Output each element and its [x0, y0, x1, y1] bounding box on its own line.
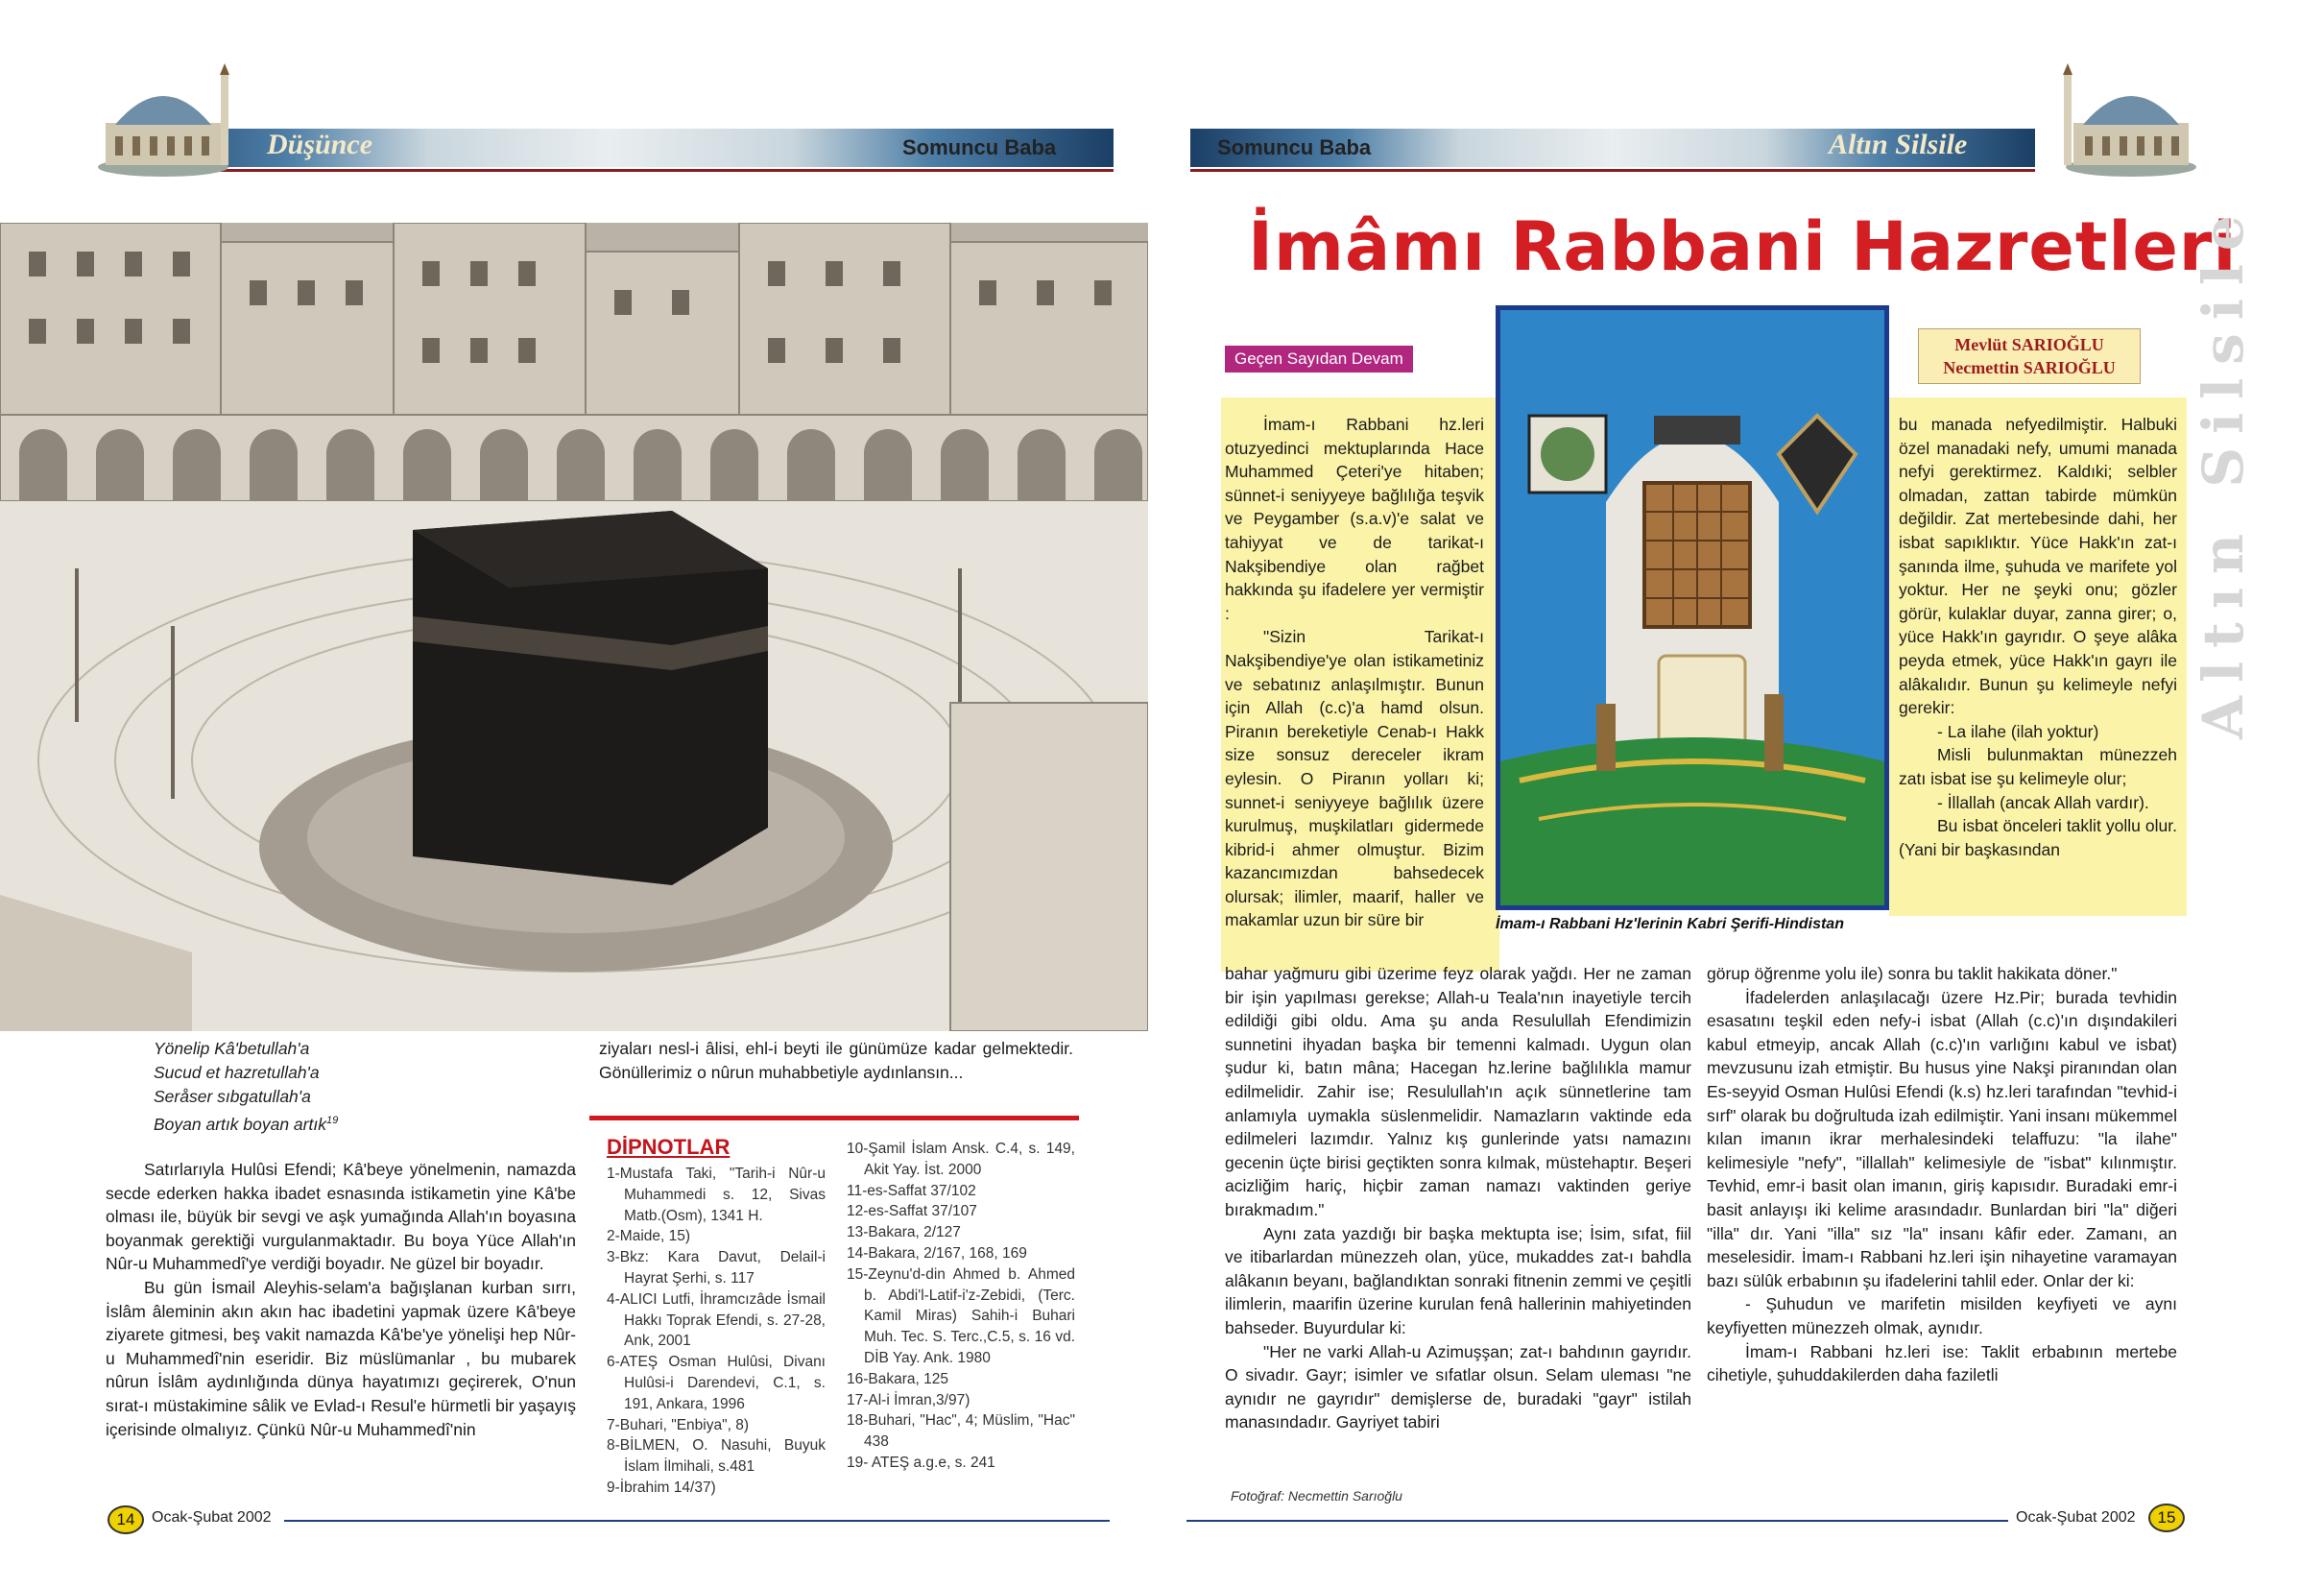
- mosque-dome-right-icon: [2054, 63, 2198, 179]
- footnotes-title: DİPNOTLAR: [607, 1135, 731, 1159]
- footnote: 13-Bakara, 2/127: [847, 1224, 961, 1241]
- paragraph: Misli bulunmaktan münezzeh zatı isbat ise şu kelimeyle olur;: [1899, 745, 2177, 788]
- kaaba-photo: [0, 223, 1148, 1031]
- photo-credit: Fotoğraf: Necmettin Sarıoğlu: [1231, 1488, 1402, 1504]
- poem-line-text: Boyan artık boyan artık: [154, 1114, 326, 1134]
- paragraph: İfadelerden anlaşılacağı üzere Hz.Pir; burada tevhidin esasatını teşkil eden nefy-i isbat (Allah (c.c)'ın dışındakileri kabul etmeyip, ancak Allah (c.c)'ın varlığını kabul ve isbat) mevzusunu izah etmiştir. Bu husus yine Nakşi piranından olan Es-seyyid Osman Hulûsi Efendi (k.s) hz.leri tarafından "tevhid-i sırf" olarak bu doğrultuda izah edilmiştir. Yani insanı mükemmel kılan imanın ikrar merhalesindeki telaffuzu: "la ilahe" kelimesiyle "nefy", "illallah" kelimesiyle de "isbat" kılınmıştır. Tevhid, emr-i basit olan imanın, giriş kapısıdır. Buradaki emr-i basit anlayışı iki kelime arasındadır. Bunlardan biri "la" diğeri "illa" dır. Yani "illa" sız "la" insanı kâfir eder. Zamanı, an meselesidir. İmam-ı Rabbani hz.leri işin nihayetine varamayan bazı sülûk erbabının şu ifadelerini tahlil eder. Onlar der ki:: [1707, 987, 2177, 1290]
- footnote: 3-Bkz: Kara Davut, Delail-i Hayrat Şerhi, s. 117: [607, 1249, 826, 1287]
- poem-line: Yönelip Kâ'betullah'a: [154, 1039, 310, 1058]
- poem-footnote-ref: 19: [325, 1115, 339, 1126]
- paragraph: Bu gün İsmail Aleyhis-selam'a bağışlanan kurban sırrı, İslâm âleminin akın akın hac ibadetini yapmak üzere Kâ'beye ziyarete gitmesi, beş vakit namazda Kâ'be'ye yönelişi hep Nûr-u Muhammedî'nin eseridir. Biz müslümanlar , bu mubarek nûrun İslâm aydınlığında dünya hayatımızı geçirerek, O'nun sırat-ı müstakimine sâlik ve Evlad-ı Resul'e hürmetli bir yaşayış içerisinde olmalıyız. Çünkü Nûr-u Muhammedî'nin: [106, 1277, 576, 1439]
- footer-date-left: Ocak-Şubat 2002: [152, 1509, 272, 1526]
- footnotes-rule: [589, 1116, 1079, 1120]
- footnote: 6-ATEŞ Osman Hulûsi, Divanı Hulûsi-i Darendevi, C.1, s. 191, Ankara, 1996: [607, 1354, 826, 1412]
- left-column-2-top: [599, 1037, 1073, 1084]
- right-column-2-wide: [1707, 962, 2177, 1387]
- page-number-right: 15: [2148, 1504, 2185, 1532]
- author-name: Necmettin SARIOĞLU: [1943, 358, 2116, 377]
- author-name: Mevlüt SARIOĞLU: [1954, 335, 2104, 354]
- footnote: 4-ALICI Lutfi, İhramcızâde İsmail Hakkı Toprak Efendi, s. 27-28, Ank, 2001: [607, 1290, 826, 1350]
- paragraph: "Sizin Tarikat-ı Nakşibendiye'ye olan istikametiniz ve sebatınız anlaşılmıştır. Bunun için Allah (c.c)'a hamd olsun. Piranın bereketiyle Cenab-ı Hakk size sonsuz dereceler ikram eylesin. O Piranın yolları ki; sunnet-i seniyyeye bağlılık üzere kurulmuş, muşkilatları gidermede kibrid-i ahmer olmuştur. Bizim kazancımızdan bahsedecek olursak; ilimler, maarif, haller ve makamlar uzun bir süre bir: [1225, 627, 1484, 930]
- footnote: 11-es-Saffat 37/102: [847, 1182, 976, 1199]
- footnote: 16-Bakara, 125: [847, 1370, 948, 1387]
- right-column-2-narrow: [1899, 413, 2177, 861]
- footnotes-column-a: [607, 1164, 826, 1499]
- footer-date-right: Ocak-Şubat 2002: [2016, 1509, 2136, 1526]
- left-column-1: [106, 1158, 576, 1441]
- header-rule-left: [106, 169, 1114, 172]
- footnote: 12-es-Saffat 37/107: [847, 1203, 977, 1220]
- footnote: 14-Bakara, 2/167, 168, 169: [847, 1244, 1027, 1262]
- footnote: 9-İbrahim 14/37): [607, 1479, 716, 1496]
- paragraph: İmam-ı Rabbani hz.leri ise: Taklit erbabının mertebe cihetiyle, şuhuddakilerden daha faziletli: [1707, 1341, 2177, 1385]
- paragraph: İmam-ı Rabbani hz.leri otuzyedinci mektuplarında Hace Muhammed Çeteri'ye hitaben; sünnet-i seniyyeye bağlılığa teşvik ve Peygamber (s.a.v)'e salat ve tahiyyat ve de tarikat-ı Nakşibendiye olan rağbet hakkında şu ifadelere yer vermiştir :: [1225, 415, 1484, 623]
- paragraph: Satırlarıyla Hulûsi Efendi; Kâ'beye yönelmenin, namazda secde ederken hakka ibadet esnasında istikametin yine Kâ'be olması ile, büyük bir sevgi ve aşk yumağında Allah'ın boyasına boyanmak gerektiği vurgulanmaktadır. Bu boya Yüce Allah'ın Nûr-u Muhammedî'ye verdiği boyadır. Ne güzel bir boyadır.: [106, 1160, 576, 1274]
- paragraph: - La ilahe (ilah yoktur): [1937, 721, 2099, 741]
- right-column-1-narrow: [1225, 413, 1484, 932]
- paragraph: görup öğrenme yolu ile) sonra bu taklit hakikata döner.": [1707, 964, 2118, 983]
- paragraph: bu manada nefyedilmiştir. Halbuki özel manadaki nefy, umumi manada nefyi gerektirmez. Kaldıki; selbler olmadan, zattan tabirde mümkün değildir. Zat mertebesinde dahi, her isbat sapıklıktır. Yüce Hakk'ın zat-ı şanında ilme, şuhuda ve marifete yol yoktur. Her ne şeyki onu; gözler görür, kulaklar duyar, zanna girer; o, yüce Hakk'ın gayrıdır. O şeye alâka peyda etmek, yüce Hakk'ın gayrı ile alâkalıdır. Bunun şu kelimeyle nefyi gerekir:: [1899, 415, 2177, 718]
- footnote: 15-Zeynu'd-din Ahmed b. Ahmed b. Abdi'l-Latif-i'z-Zebidi, (Terc. Kamil Miras) Sahih-i Buhari Muh. Tec. S. Terc.,C.5, s. 16 vd. DİB Yay. Ank. 1980: [847, 1265, 1075, 1366]
- paragraph: Bu isbat önceleri taklit yollu olur. (Yani bir başkasından: [1899, 816, 2177, 859]
- paragraph: - İllallah (ancak Allah vardır).: [1937, 792, 2149, 812]
- right-column-1-wide: [1225, 962, 1691, 1434]
- running-head-left: Somuncu Baba: [902, 135, 1057, 159]
- mosque-dome-left-icon: [96, 63, 240, 179]
- footnote: 8-BİLMEN, O. Nasuhi, Buyuk İslam İlmihali, s.481: [607, 1437, 826, 1476]
- paragraph: - Şuhudun ve marifetin misilden keyfiyeti ve aynı keyfiyetten münezzeh olmak, aynıdır.: [1707, 1294, 2177, 1337]
- poem-line: [154, 1109, 338, 1137]
- footnotes-column-b: [847, 1139, 1075, 1474]
- footnote: 19- ATEŞ a.g.e, s. 241: [847, 1454, 995, 1471]
- footnote: 2-Maide, 15): [607, 1228, 691, 1245]
- page-number-left: 14: [108, 1505, 144, 1534]
- paragraph: "Her ne varki Allah-u Azimuşşan; zat-ı bahdının gayrıdır. O sivadır. Gayr; isimler ve sıfatlar olsun. Selam uleması "ne aynıdır ne gayrıdır" demişlerse de, buradaki "gayr" istilah manasındadır. Gayriyet tabiri: [1225, 1341, 1691, 1432]
- footer-rule-right: [1186, 1520, 2008, 1522]
- vertical-section-label: Altın Silsile: [2191, 202, 2256, 739]
- section-title-right: Altın Silsile: [1829, 129, 1968, 160]
- section-title-left: Düşünce: [267, 129, 373, 160]
- kaaba-illustration: [0, 223, 1148, 1031]
- paragraph: ziyaları nesl-i âlisi, ehl-i beyti ile günümüze kadar gelmektedir. Gönüllerimiz o nûrun muhabbetiyle aydınlansın...: [599, 1039, 1073, 1082]
- photo-caption: İmam-ı Rabbani Hz'lerinin Kabri Şerifi-Hindistan: [1496, 916, 1844, 932]
- poem-line: Seråser sıbgatullah'a: [154, 1087, 311, 1106]
- paragraph: Aynı zata yazdığı bir başka mektupta ise; İsim, sıfat, fiil ve itibarlardan münezzeh olan, yüce, mukaddes zat-ı bahdla alâkanın beyanı, bağlandıktan sonraki fitnenin zemmi ve çeşitli ilimlerin, maarifin üzerine kurulan fenâ hallerinin mahiyetinden bahseder. Buyurdular ki:: [1225, 1223, 1691, 1337]
- footer-rule-left: [284, 1520, 1110, 1522]
- footnote: 18-Buhari, "Hac", 4; Müslim, "Hac" 438: [847, 1412, 1075, 1451]
- footnote: 17-Al-i İmran,3/97): [847, 1391, 970, 1408]
- paragraph: bahar yağmuru gibi üzerime feyz olarak yağdı. Her ne zaman bir işin yapılması gerekse; Allah-u Teala'nın inayetiyle tercih edildiği gibi oldu. Ama şu anda Resulullah Efendimizin sunnetini ihyadan başka bir temenni kalmadı. Uygun olan şudur ki, batın mâna; Hacegan hz.lerine bağlılıkla mamur edilmelidir. Zahir ise; Resulullah'ın açık sünnetlerine tam anlamıyla uymakla süslenmelidir. Namazların vaktinde eda edilmeleri lazımdır. Yalnız kış gunlerinde yatsı namazını gecenin üçte birisi geçtikten sonra kılmak, müstehaptır. Beşeri acizliğim hariç, hiçbir zaman namazı vaktinden geriye bırakmadım.": [1225, 964, 1691, 1219]
- footnote: 10-Şamil İslam Ansk. C.4, s. 149, Akit Yay. İst. 2000: [847, 1141, 1075, 1178]
- authors-box: [1918, 328, 2141, 384]
- article-title: İmâmı Rabbani Hazretleri: [1248, 207, 2238, 286]
- continued-tag: Geçen Sayıdan Devam: [1225, 346, 1413, 373]
- running-head-right: Somuncu Baba: [1217, 135, 1372, 159]
- poem: [154, 1037, 338, 1137]
- footnote: 1-Mustafa Taki, "Tarih-i Nûr-u Muhammedi s. 12, Sivas Matb.(Osm), 1341 H.: [607, 1166, 826, 1224]
- tomb-photo: [1496, 305, 1889, 910]
- header-rule-right: [1190, 169, 2035, 172]
- tomb-illustration: [1500, 310, 1884, 905]
- footnote: 7-Buhari, "Enbiya", 8): [607, 1416, 749, 1433]
- poem-line: Sucud et hazretullah'a: [154, 1063, 320, 1082]
